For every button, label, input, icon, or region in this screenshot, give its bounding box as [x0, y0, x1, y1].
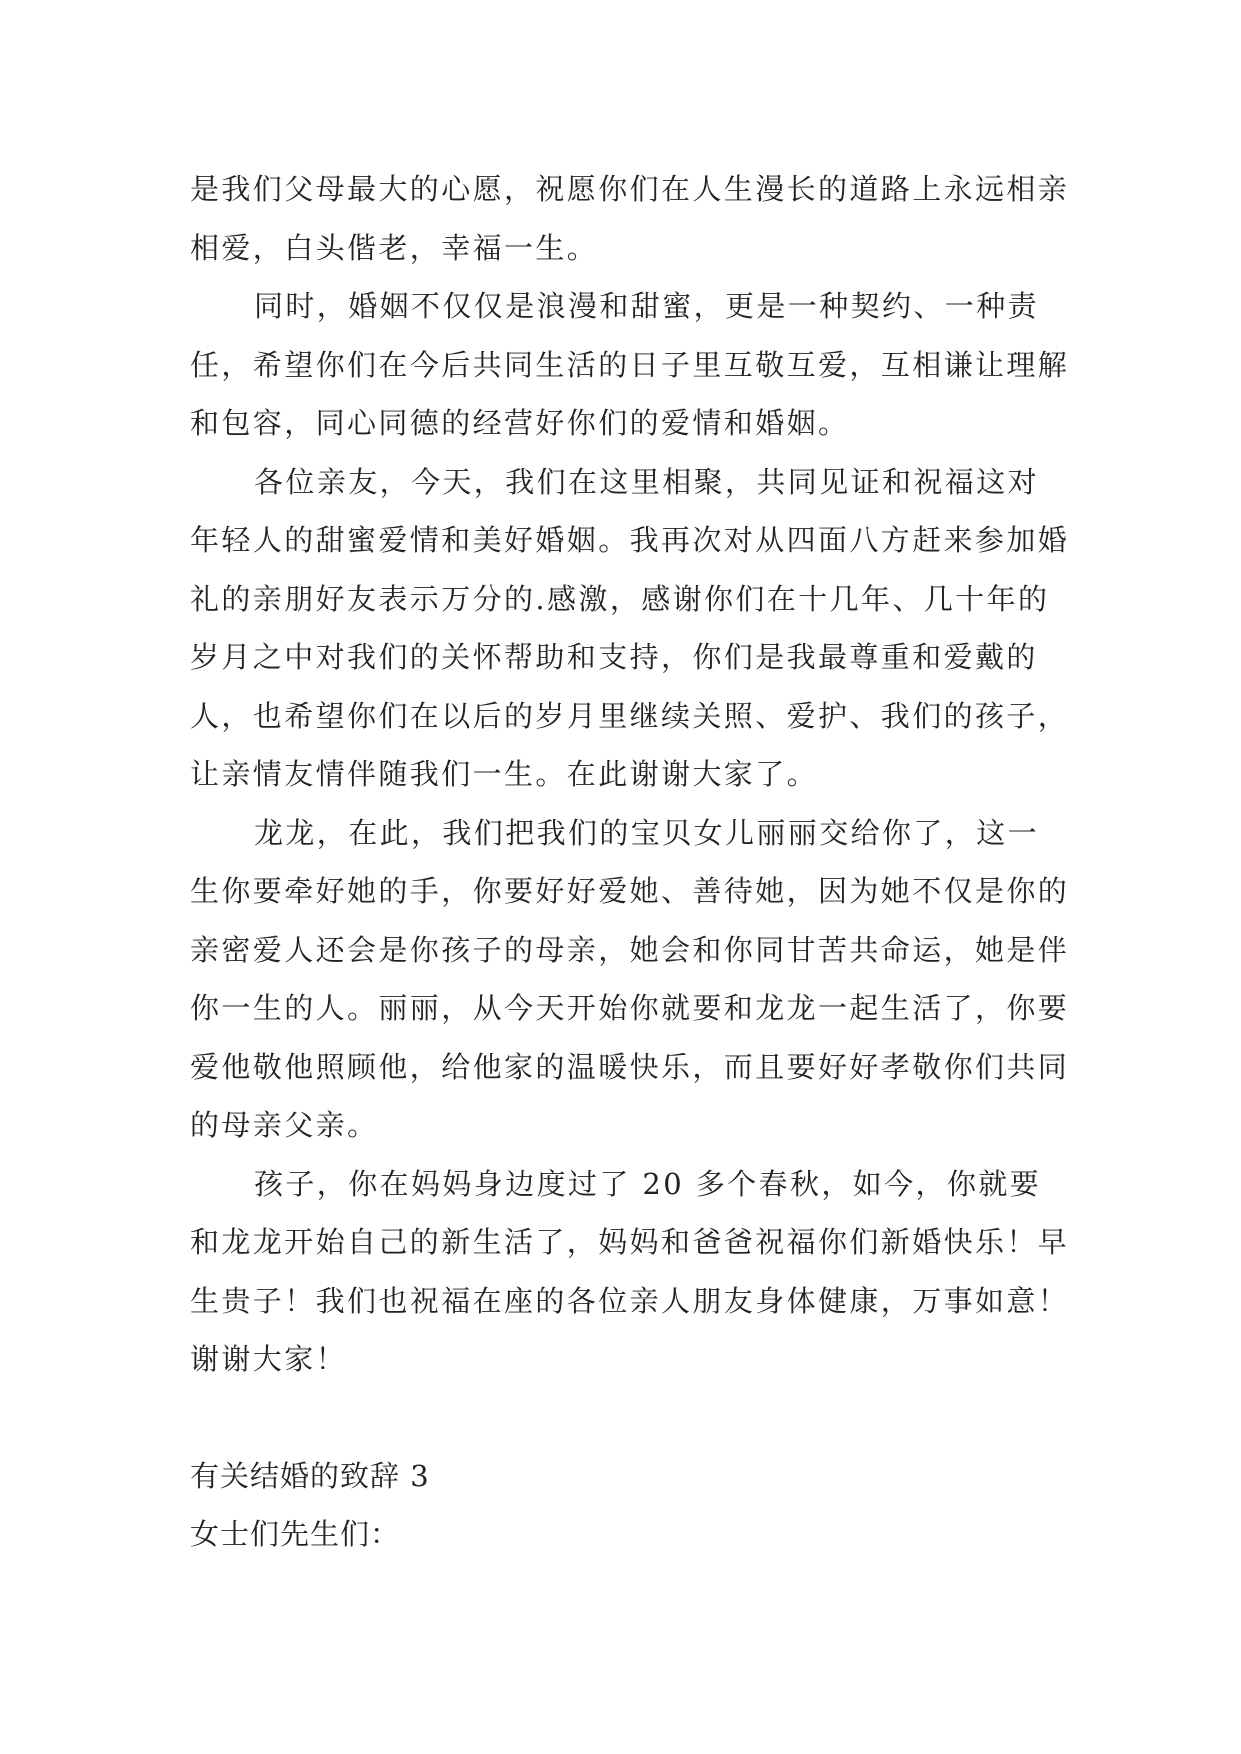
- paragraph-4: 龙龙，在此，我们把我们的宝贝女儿丽丽交给你了，这一生你要牵好她的手，你要好好爱她、善待她，因为她不仅是你的亲密爱人还会是你孩子的母亲，她会和你同甘苦共命运，她是伴你一生的人。丽丽，从今天开始你就要和龙龙一起生活了，你要爱他敬他照顾他，给他家的温暖快乐，而且要好好孝敬你们共同的母亲父亲。: [190, 815, 1070, 1142]
- salutation: 女士们先生们：: [190, 1517, 401, 1551]
- paragraph-3: 各位亲友，今天，我们在这里相聚，共同见证和祝福这对年轻人的甜蜜爱情和美好婚姻。我再次对从四面八方赶来参加婚礼的亲朋好友表示万分的.感激，感谢你们在十几年、几十年的岁月之中对我们的关怀帮助和支持，你们是我最尊重和爱戴的人，也希望你们在以后的岁月里继续关照、爱护、我们的孩子，让亲情友情伴随我们一生。在此谢谢大家了。: [190, 464, 1070, 791]
- section-spacer: [190, 1389, 1070, 1447]
- paragraph-2: 同时，婚姻不仅仅是浪漫和甜蜜，更是一种契约、一种责任，希望你们在今后共同生活的日子里互敬互爱，互相谦让理解和包容，同心同德的经营好你们的爱情和婚姻。: [190, 289, 1070, 440]
- document-body: [190, 160, 1070, 1564]
- paragraph-1: 是我们父母最大的心愿，祝愿你们在人生漫长的道路上永远相亲相爱，白头偕老，幸福一生。: [190, 172, 1070, 265]
- paragraph-5: 孩子，你在妈妈身边度过了 20 多个春秋，如今，你就要和龙龙开始自己的新生活了，妈妈和爸爸祝福你们新婚快乐！早生贵子！我们也祝福在座的各位亲人朋友身体健康，万事如意！谢谢大家！: [190, 1166, 1070, 1376]
- section-title: 有关结婚的致辞 3: [190, 1458, 430, 1493]
